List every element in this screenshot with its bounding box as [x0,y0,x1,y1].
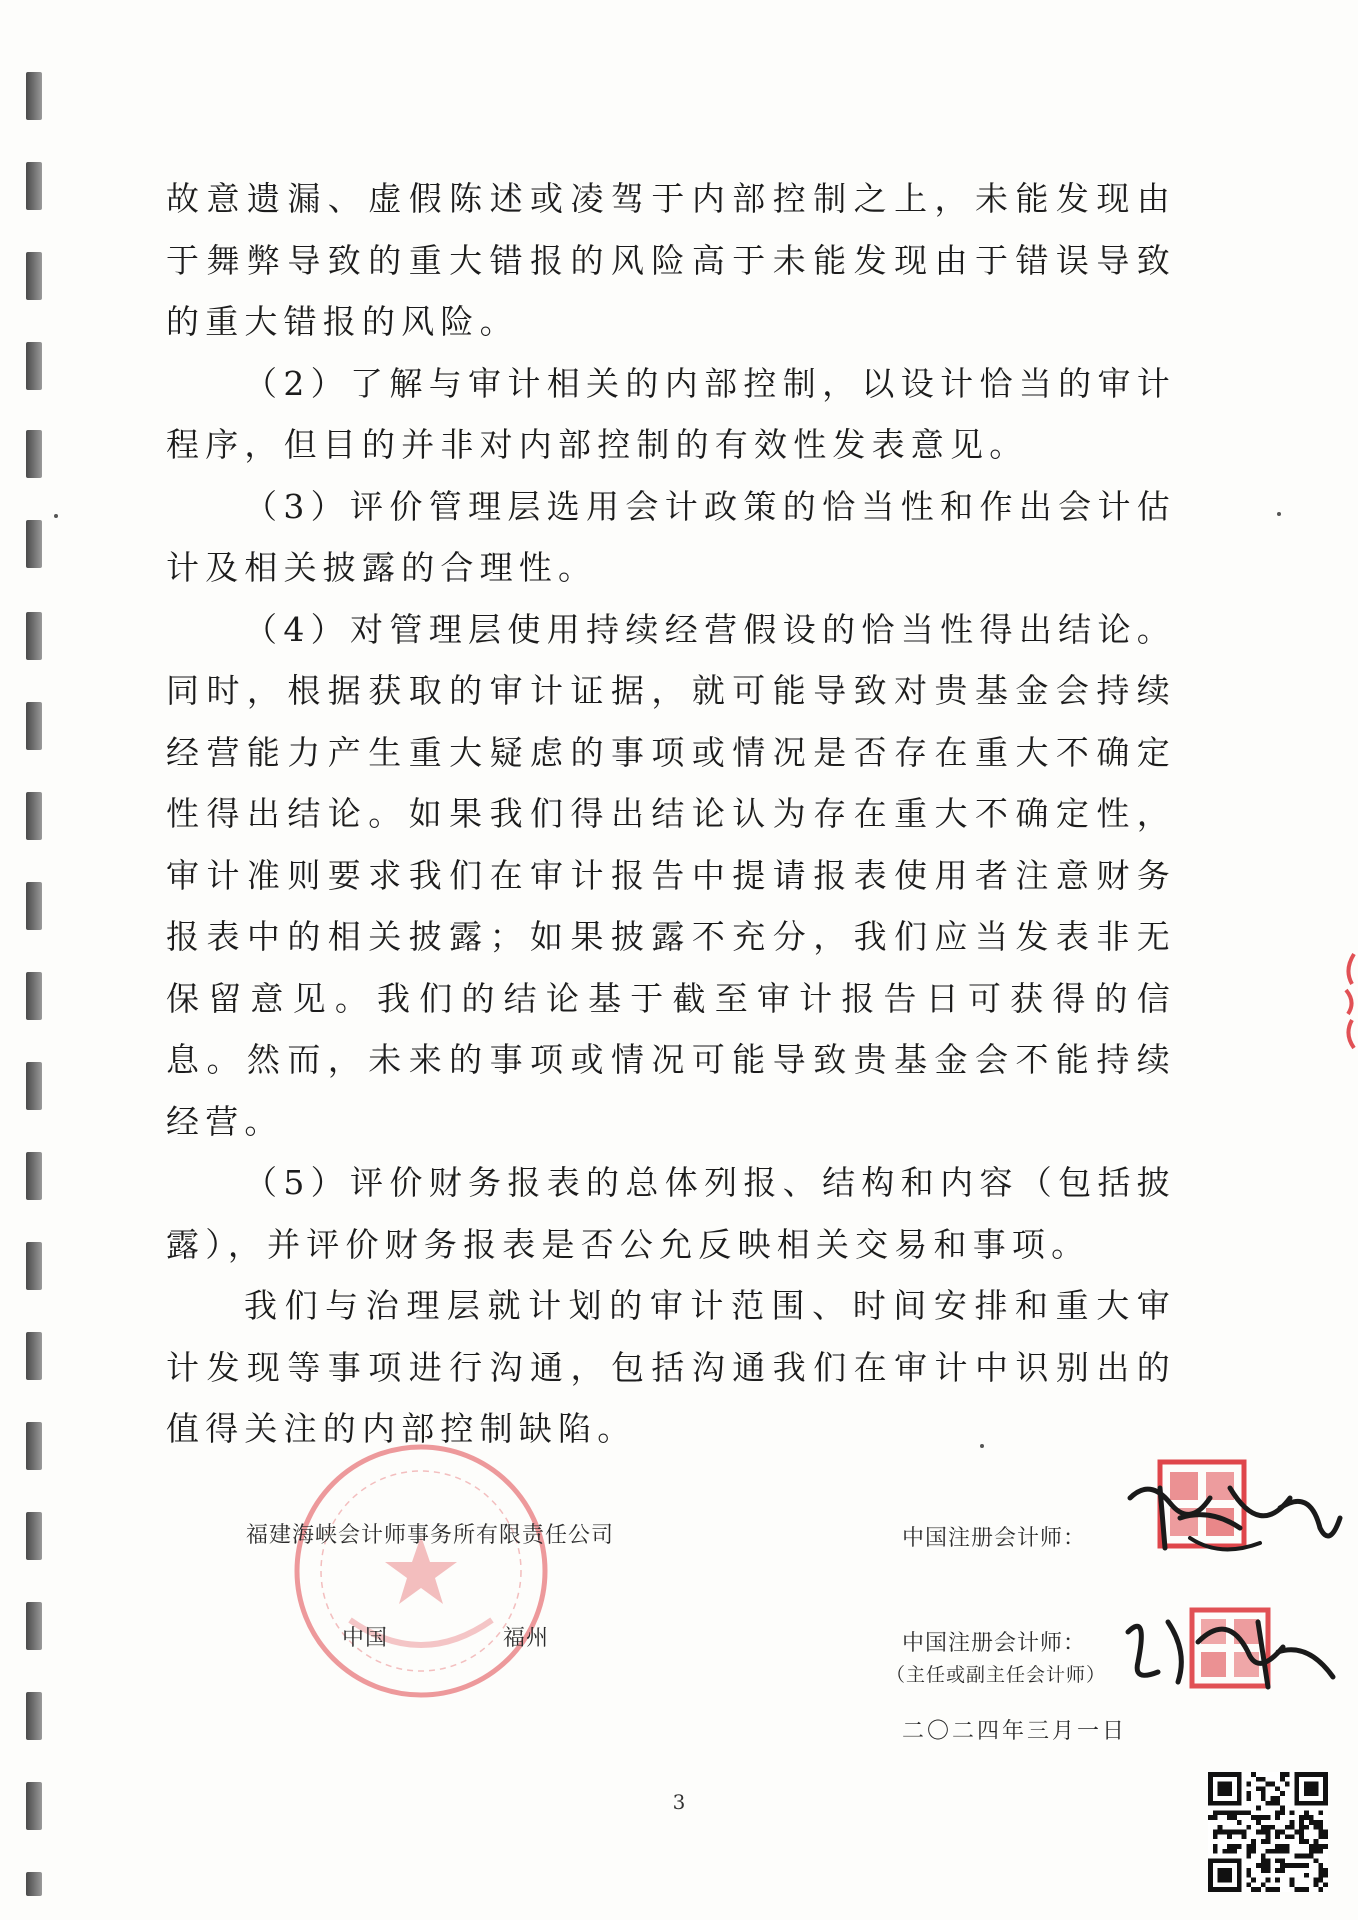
binding-hole-mark [26,1062,42,1110]
binding-hole-mark [26,702,42,750]
binding-hole-mark [26,1422,42,1470]
binding-hole-mark [26,612,42,660]
paragraph-item-4: （4）对管理层使用持续经营假设的恰当性得出结论。同时，根据获取的审计证据，就可能导致对贵基金会持续经营能力产生重大疑虑的事项或情况是否存在重大不确定性得出结论。如果我们得出结论认为存在重大不确定性，审计准则要求我们在审计报告中提请报表使用者注意财务报表中的相关披露；如果披露不充分，我们应当发表非无保留意见。我们的结论基于截至审计报告日可获得的信息。然而，未来的事项或情况可能导致贵基金会不能持续经营。 [166,609,1176,1141]
cpa-note: （主任或副主任会计师） [886,1664,1107,1686]
binding-hole-mark [26,1692,42,1740]
binding-hole-mark [26,1152,42,1200]
binding-hole-mark [26,1512,42,1560]
binding-hole-mark [26,1872,42,1896]
country-label: 中国 [342,1626,389,1651]
cpa-signature-1 [1120,1468,1350,1568]
binding-hole-mark [26,792,42,840]
paragraph-item-3: （3）评价管理层选用会计政策的恰当性和作出会计估计及相关披露的合理性。 [166,486,1176,587]
firm-name: 福建海峡会计师事务所有限责任公司 [246,1523,615,1548]
binding-hole-mark [26,1332,42,1380]
company-seal [290,1440,552,1702]
scan-speck [1277,512,1281,516]
cpa-signature-2 [1108,1592,1340,1698]
binding-hole-mark [26,1602,42,1650]
binding-hole-mark [26,520,42,568]
city-label: 福州 [503,1626,550,1651]
cpa-label-2: 中国注册会计师： [902,1631,1087,1656]
paragraph-item-2: （2）了解与审计相关的内部控制，以设计恰当的审计程序，但目的并非对内部控制的有效性发表意见。 [166,363,1176,464]
binding-hole-mark [26,1242,42,1290]
paragraph-continuation: 故意遗漏、虚假陈述或凌驾于内部控制之上，未能发现由于舞弊导致的重大错报的风险高于未能发现由于错误导致的重大错报的风险。 [166,179,1176,341]
report-date: 二〇二四年三月一日 [902,1719,1128,1744]
paragraph-item-5: （5）评价财务报表的总体列报、结构和内容（包括披露），并评价财务报表是否公允反映相关交易和事项。 [166,1163,1176,1264]
binding-hole-mark [26,162,42,210]
binding-hole-mark [26,252,42,300]
cpa-label-1: 中国注册会计师： [902,1526,1087,1551]
scan-speck [54,514,58,518]
binding-hole-mark [26,430,42,478]
scan-speck [980,1444,984,1448]
paragraph-governance: 我们与治理层就计划的审计范围、时间安排和重大审计发现等事项进行沟通，包括沟通我们在审计中识别出的值得关注的内部控制缺陷。 [166,1286,1176,1448]
edge-seal-fragment [1340,950,1358,1060]
binding-hole-mark [26,882,42,930]
page-number: 3 [672,1790,686,1814]
report-body [166,168,1176,1460]
binding-hole-mark [26,72,42,120]
binding-marks [26,0,46,1920]
binding-hole-mark [26,972,42,1020]
qr-code [1208,1772,1328,1892]
binding-hole-mark [26,342,42,390]
